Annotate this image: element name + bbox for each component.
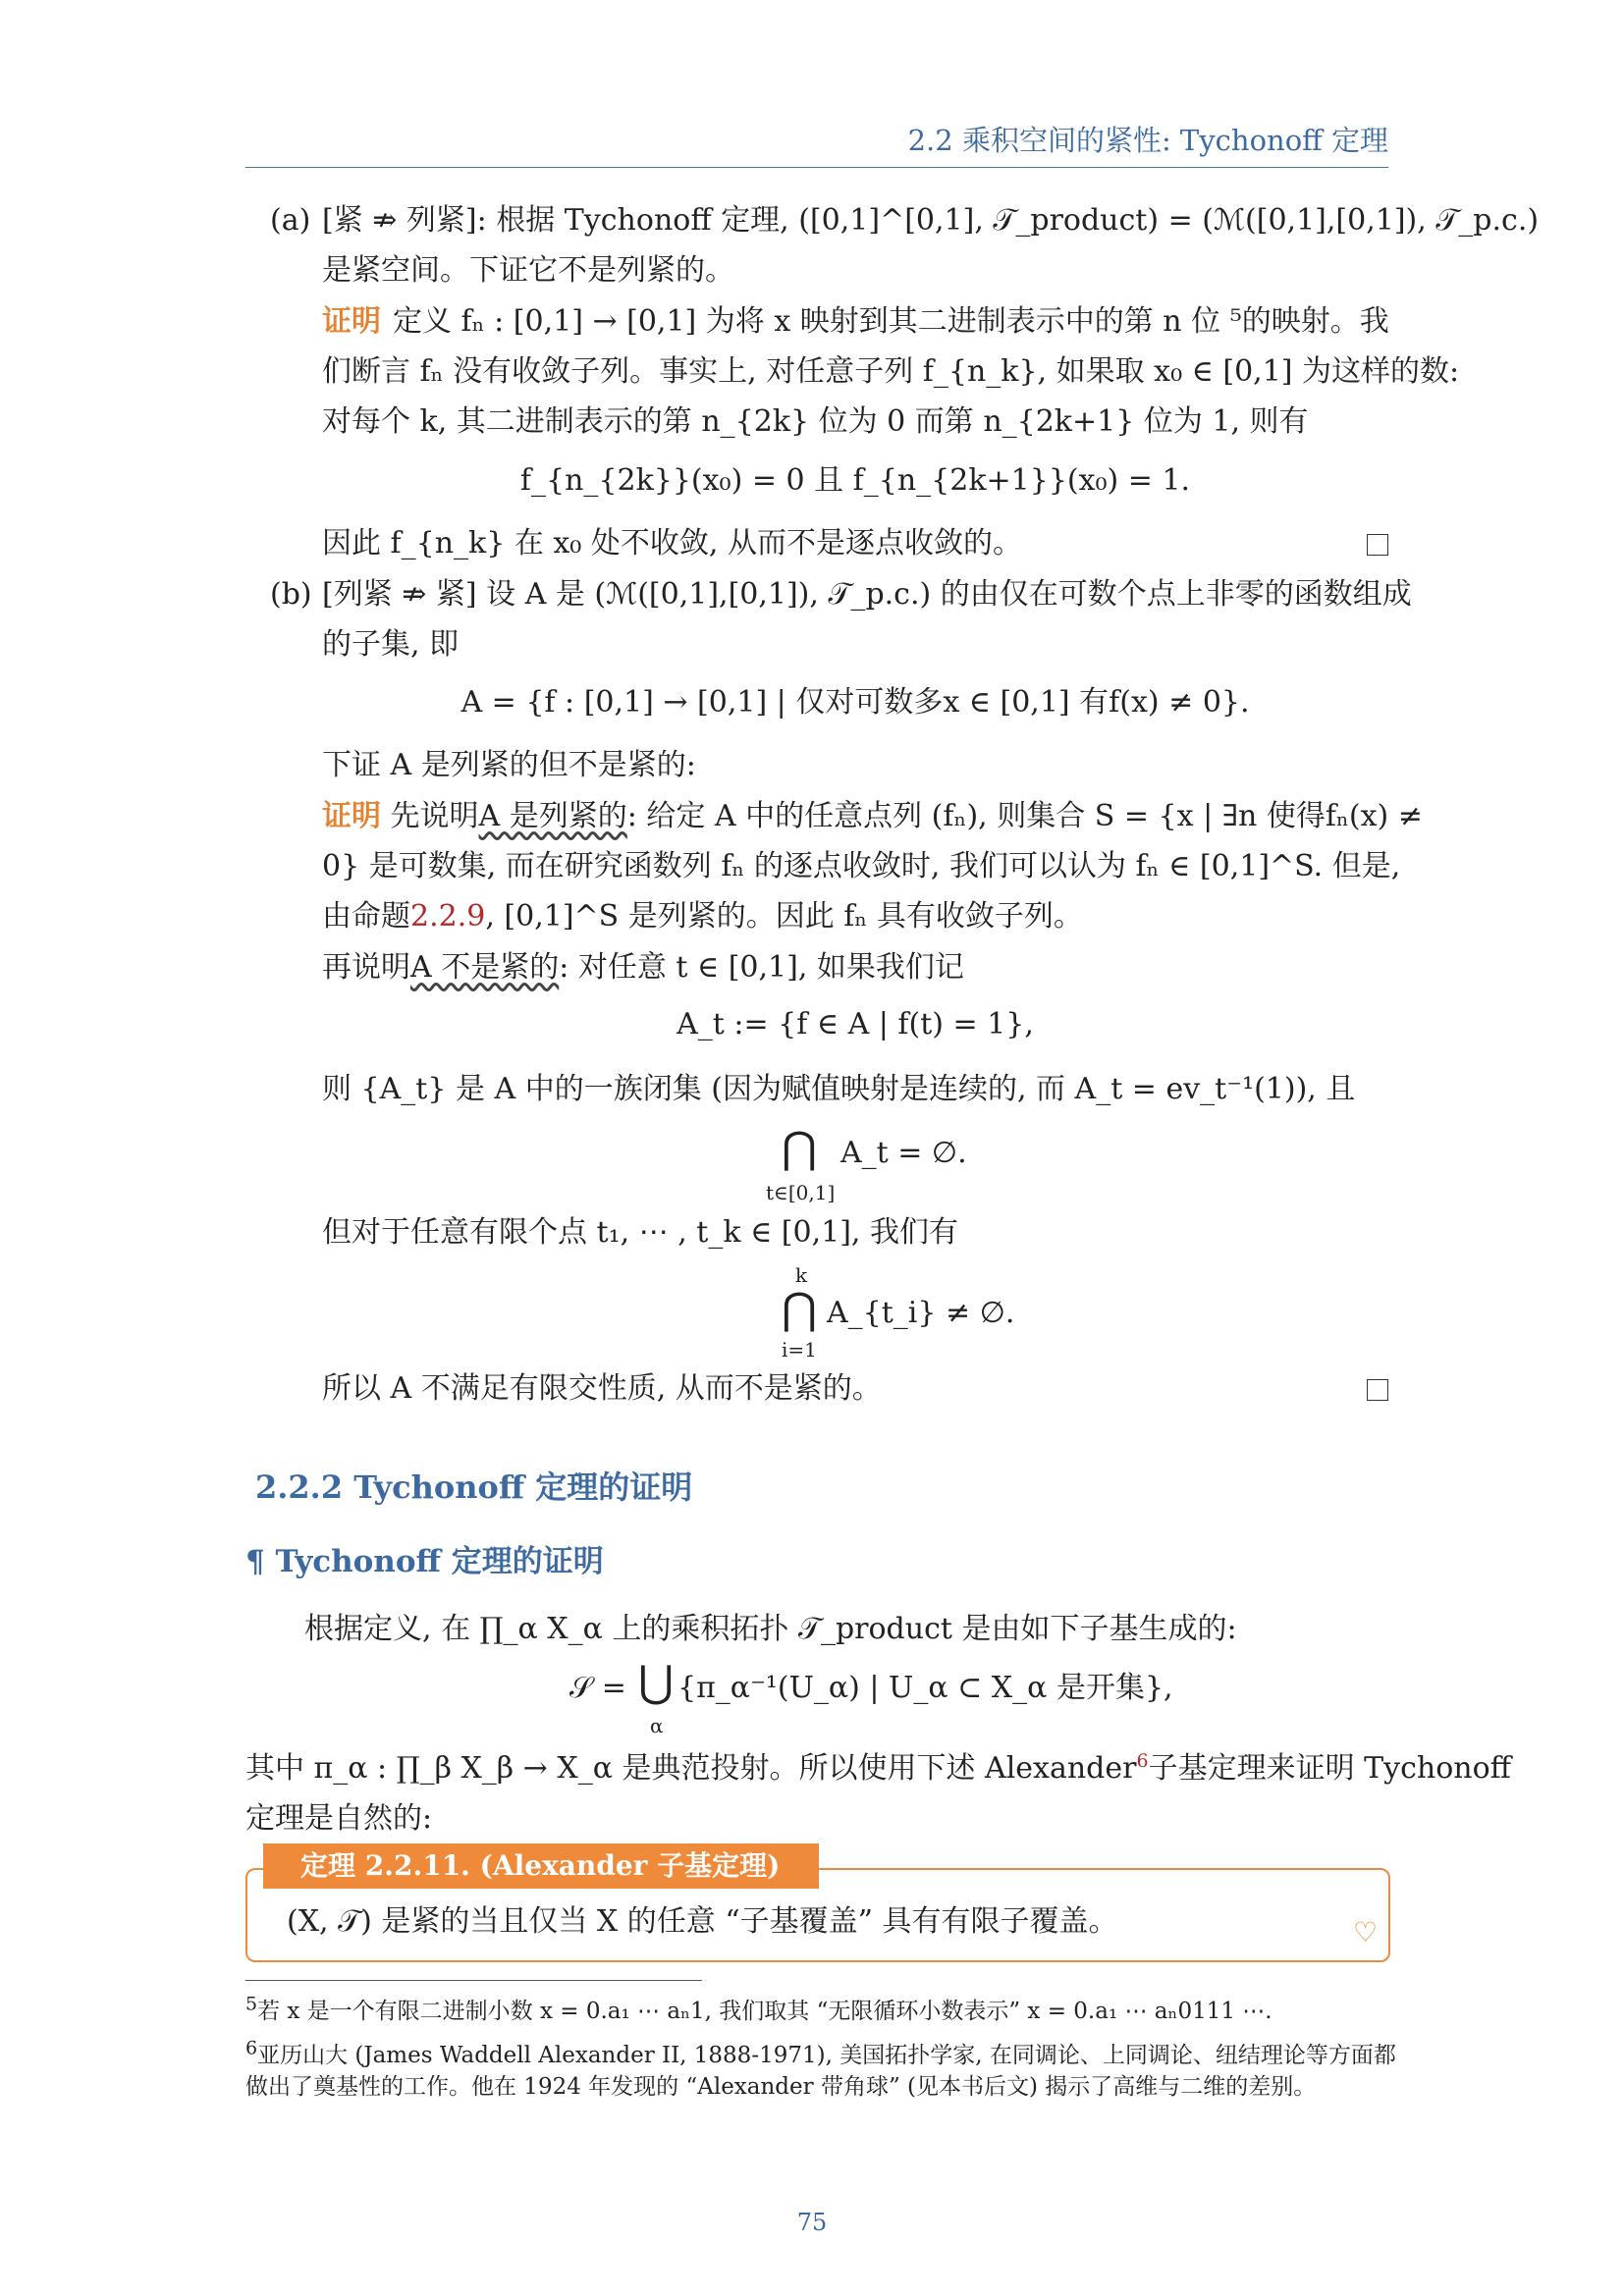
equation-subbasis: {π_α⁻¹(U_α) | U_α ⊂ X_α 是开集}, [677, 1671, 1173, 1705]
equation-b4: A_{t_i} ≠ ∅. [827, 1296, 1015, 1330]
proof-b-line4 [322, 948, 964, 988]
item-b-line1: [列紧 ⇏ 紧] 设 A 是 (ℳ([0,1],[0,1]), 𝒯_p.c.) 的由仅在可数个点上非零的函数组成 [322, 577, 1412, 612]
proof-b-p1a: 先说明 [390, 799, 479, 833]
equation-b2: A_t := {f ∈ A | f(t) = 1}, [677, 1007, 1034, 1041]
section-number: 2.2.2 [255, 1468, 344, 1506]
section-title: Tychonoff 定理的证明 [353, 1468, 693, 1506]
equation-subbasis-lhs: 𝒮 = [569, 1671, 626, 1705]
footnote-rule [245, 1980, 702, 1981]
item-a-line2: 是紧空间。下证它不是列紧的。 [322, 253, 734, 288]
header-title: 2.2 乘积空间的紧性: Tychonoff 定理 [907, 124, 1388, 157]
equation-b4-bottom: i=1 [782, 1338, 817, 1362]
big-union-symbol: ⋃ [638, 1657, 675, 1707]
proof-b-line6: 但对于任意有限个点 t₁, ⋯ , t_k ∈ [0,1], 我们有 [322, 1215, 959, 1250]
footnote-6-text-a: 亚历山大 (James Waddell Alexander II, 1888-1971), 美国拓扑学家, 在同调论、上同调论、纽结理论等方面都 [257, 2043, 1396, 2068]
page-number: 75 [796, 2209, 828, 2236]
item-b-line2: 的子集, 即 [322, 627, 460, 662]
footnote-6 [245, 2037, 1396, 2071]
proposition-ref-link[interactable]: 2.2.9 [410, 899, 486, 934]
equation-subbasis-limit: α [650, 1714, 664, 1737]
qed-box-b [1367, 1379, 1388, 1401]
proof-b-p4a: 再说明 [322, 950, 410, 985]
equation-b3-limit: t∈[0,1] [766, 1181, 836, 1204]
proof-b-line2: 0} 是可数集, 而在研究函数列 fₙ 的逐点收敛时, 我们可以认为 fₙ ∈ [0,1]^S. 但是, [322, 849, 1401, 883]
body-line1: 根据定义, 在 ∏_α X_α 上的乘积拓扑 𝒯_product 是由如下子基生成的: [304, 1612, 1237, 1646]
subsection-heading [245, 1536, 604, 1580]
proof-b-p4c: : 对任意 t ∈ [0,1], 如果我们记 [559, 950, 964, 985]
proof-b-line1 [322, 797, 1423, 836]
subsection-title: Tychonoff 定理的证明 [275, 1544, 604, 1579]
item-a-line1: [紧 ⇏ 列紧]: 根据 Tychonoff 定理, ([0,1]^[0,1], 𝒯_product) = (ℳ([0,1],[0,1]), 𝒯_p.c.) [322, 203, 1540, 238]
footnote-5 [245, 1993, 1272, 2027]
footnote-5-number: 5 [245, 1993, 258, 2015]
equation-b4-top: k [795, 1263, 808, 1287]
body-line2a: 其中 π_α : ∏_β X_β → X_α 是典范投射。所以使用下述 Alexander [245, 1751, 1137, 1786]
equation-b1: A = {f : [0,1] → [0,1] | 仅对可数多x ∈ [0,1] 有f(x) ≠ 0}. [460, 685, 1250, 720]
proof-b-p3b: , [0,1]^S 是列紧的。因此 fₙ 具有收敛子列。 [485, 899, 1083, 934]
proof-b-line3 [322, 897, 1083, 936]
item-b-label: (b) [270, 577, 312, 612]
proof-b-p1b: A 是列紧的 [478, 799, 627, 833]
body-line2 [245, 1749, 1511, 1789]
footnote-5-text: 若 x 是一个有限二进制小数 x = 0.a₁ ⋯ aₙ1, 我们取其 “无限循环小数表示” x = 0.a₁ ⋯ aₙ0111 ⋯. [257, 1999, 1272, 2024]
running-header [245, 118, 1388, 168]
qed-box-a [1367, 534, 1388, 556]
proof-a-line2: 们断言 fₙ 没有收敛子列。事实上, 对任意子列 f_{n_k}, 如果取 x₀ ∈ [0,1] 为这样的数: [322, 354, 1460, 389]
section-heading [255, 1463, 692, 1508]
item-b-line3: 下证 A 是列紧的但不是紧的: [322, 748, 696, 782]
footnote-6-number: 6 [245, 2037, 258, 2059]
equation-b3: A_t = ∅. [840, 1136, 967, 1170]
proof-b-p3a: 由命题 [322, 899, 410, 934]
footnote-6-line2: 做出了奠基性的工作。他在 1924 年发现的 “Alexander 带角球” (见本书后文) 揭示了高维与二维的差别。 [245, 2074, 1317, 2100]
item-a-label: (a) [270, 203, 311, 238]
proof-b-line5: 则 {A_t} 是 A 中的一族闭集 (因为赋值映射是连续的, 而 A_t = ev_t⁻¹(1)), 且 [322, 1072, 1356, 1106]
theorem-statement: (X, 𝒯) 是紧的当且仅当 X 的任意 “子基覆盖” 具有有限子覆盖。 [287, 1904, 1118, 1939]
equation-a: f_{n_{2k}}(x₀) = 0 且 f_{n_{2k+1}}(x₀) = 1. [519, 463, 1191, 498]
proof-a-line3: 对每个 k, 其二进制表示的第 n_{2k} 位为 0 而第 n_{2k+1} 位为 1, 则有 [322, 404, 1309, 439]
pilcrow-icon: ¶ [245, 1544, 265, 1579]
proof-b-p1c: : 给定 A 中的任意点列 (fₙ), 则集合 S = {x | ∃n 使得fₙ(x) ≠ [626, 799, 1423, 833]
proof-label-b: 证明 [322, 799, 381, 833]
big-intersection-symbol: ⋂ [782, 1123, 818, 1173]
footnote-6-marker[interactable]: 6 [1136, 1750, 1149, 1772]
big-intersection-symbol-2: ⋂ [782, 1284, 818, 1334]
proof-a-line4: 因此 f_{n_k} 在 x₀ 处不收敛, 从而不是逐点收敛的。 [322, 526, 1022, 561]
proof-b-p4b: A 不是紧的 [410, 950, 560, 985]
body-line2b: 子基定理来证明 Tychonoff [1148, 1751, 1511, 1786]
theorem-title: 定理 2.2.11. (Alexander 子基定理) [263, 1843, 819, 1889]
proof-label-a: 证明 [322, 304, 381, 339]
body-line3: 定理是自然的: [245, 1801, 433, 1836]
proof-b-line7: 所以 A 不满足有限交性质, 从而不是紧的。 [322, 1371, 882, 1406]
heart-icon: ♡ [1353, 1916, 1379, 1949]
proof-a-line1: 定义 fₙ : [0,1] → [0,1] 为将 x 映射到其二进制表示中的第 n 位 ⁵的映射。我 [393, 304, 1389, 339]
